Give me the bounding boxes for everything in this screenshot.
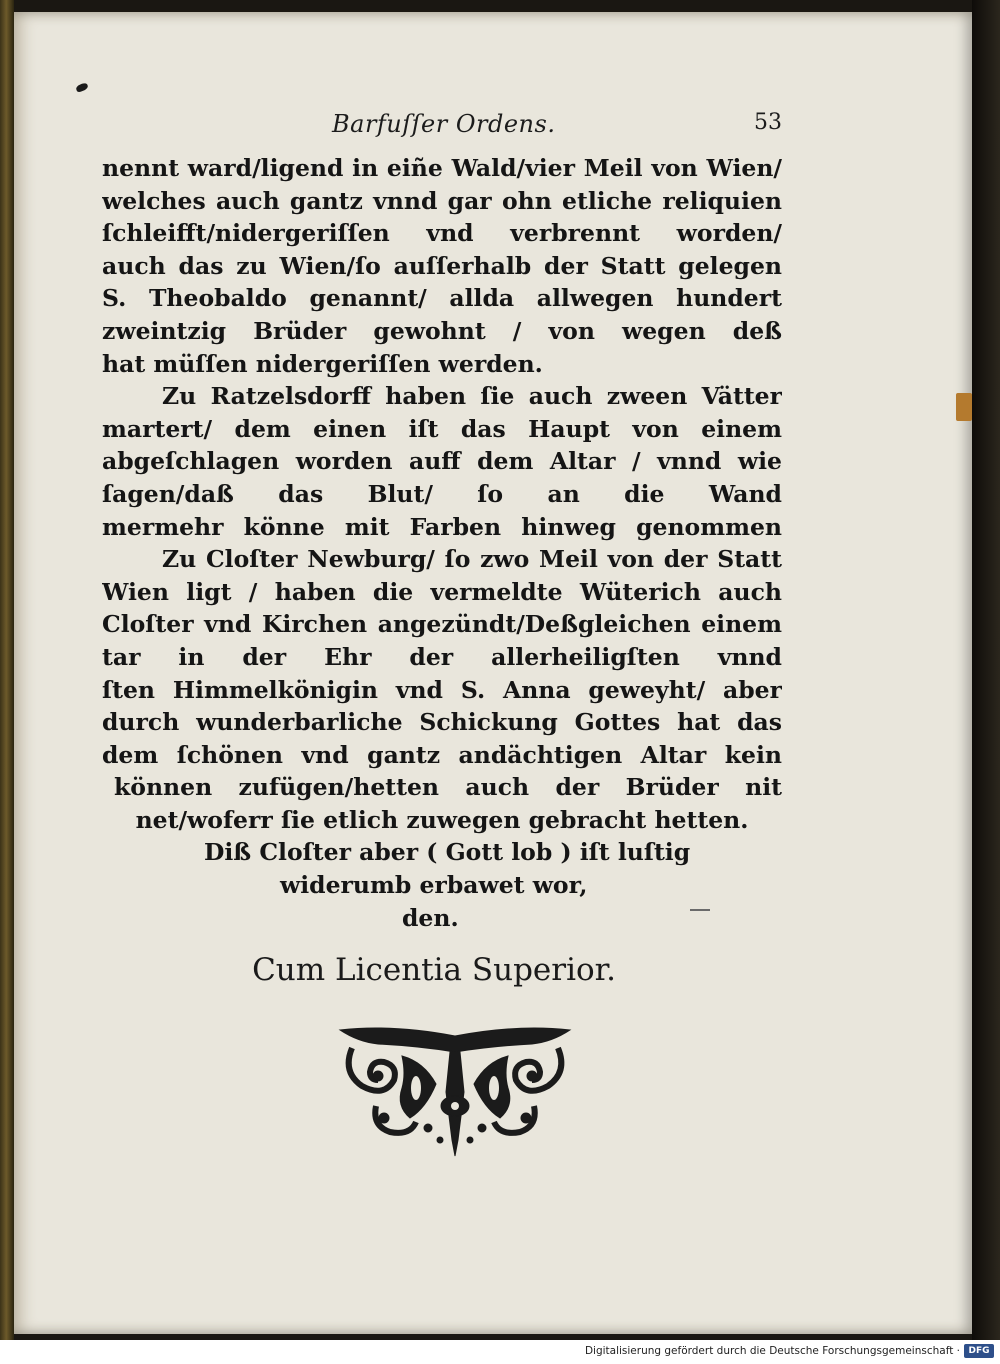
text-line: Diß Cloſter aber ( Gott lob ) iſt luſtig <box>204 838 691 867</box>
text-line: ſchleifft/nidergeriſſen vnd verbrennt worden/ <box>102 219 782 248</box>
footer-bar <box>0 1340 1000 1364</box>
text-line: abgeſchlagen worden auff dem Altar / vnnd wie <box>102 447 782 476</box>
text-line: tar in der Ehr der allerheiligſten vnnd <box>102 642 782 671</box>
book-page <box>14 12 972 1334</box>
text-line: Zu Cloſter Newburg/ ſo zwo Meil von der Statt <box>162 545 782 574</box>
dfg-logo: DFG <box>964 1344 994 1358</box>
text-line: martert/ dem einen iſt das Haupt von einem <box>102 414 782 443</box>
text-line: S. Theobaldo genannt/ allda allwegen hundert <box>102 284 782 313</box>
text-line: ſagen/daß das Blut/ ſo an die Wand <box>102 479 782 508</box>
text-line: können zufügen/hetten auch der Brüder nit <box>114 773 782 802</box>
scan-right-margin <box>972 0 1000 1340</box>
text-line: Cloſter vnd Kirchen angezündt/Deßgleichen einem <box>102 610 782 639</box>
text-line: nennt ward/ligend in eiñe Wald/vier Meil von Wien/ <box>102 154 782 182</box>
book-spine-edge <box>0 0 14 1340</box>
text-line: hat müſſen nidergeriſſen werden. <box>102 349 543 378</box>
page-header <box>332 110 782 150</box>
printers-ornament <box>332 1022 578 1158</box>
text-line: dem ſchönen vnd gantz andächtigen Altar kein <box>102 740 782 769</box>
text-line: auch das zu Wien/ſo auſſerhalb der Statt gelegen <box>102 251 782 280</box>
text-line: Zu Ratzelsdorff haben ſie auch zween Vätter <box>162 382 782 411</box>
text-line: widerumb erbawet wor, <box>280 871 588 900</box>
text-line: mermehr könne mit Farben hinweg genommen <box>102 512 782 541</box>
text-line: zweintzig Brüder gewohnt / von wegen deß <box>102 316 782 345</box>
text-line: net/woferr ſie etlich zuwegen gebracht hetten. <box>135 805 749 834</box>
footer-note: Digitalisierung gefördert durch die Deutsche Forschungsgemeinschaft · <box>584 1345 960 1357</box>
page-tab <box>956 393 972 421</box>
body-text <box>102 152 782 934</box>
text-line: den. <box>402 903 459 932</box>
printer-dash <box>690 909 710 911</box>
text-line: welches auch gantz vnnd gar ohn etliche reliquien <box>102 186 782 215</box>
running-title: Barfuſſer Ordens. <box>332 110 556 138</box>
text-line: Wien ligt / haben die vermeldte Wüterich auch <box>102 577 782 606</box>
text-line: durch wunderbarliche Schickung Gottes hat das <box>102 708 782 737</box>
ink-mark <box>75 82 89 93</box>
text-line: ſten Himmelkönigin vnd S. Anna geweyht/ aber <box>102 675 782 704</box>
page-number: 53 <box>754 110 782 135</box>
license-line: Cum Licentia Superior. <box>252 952 616 988</box>
